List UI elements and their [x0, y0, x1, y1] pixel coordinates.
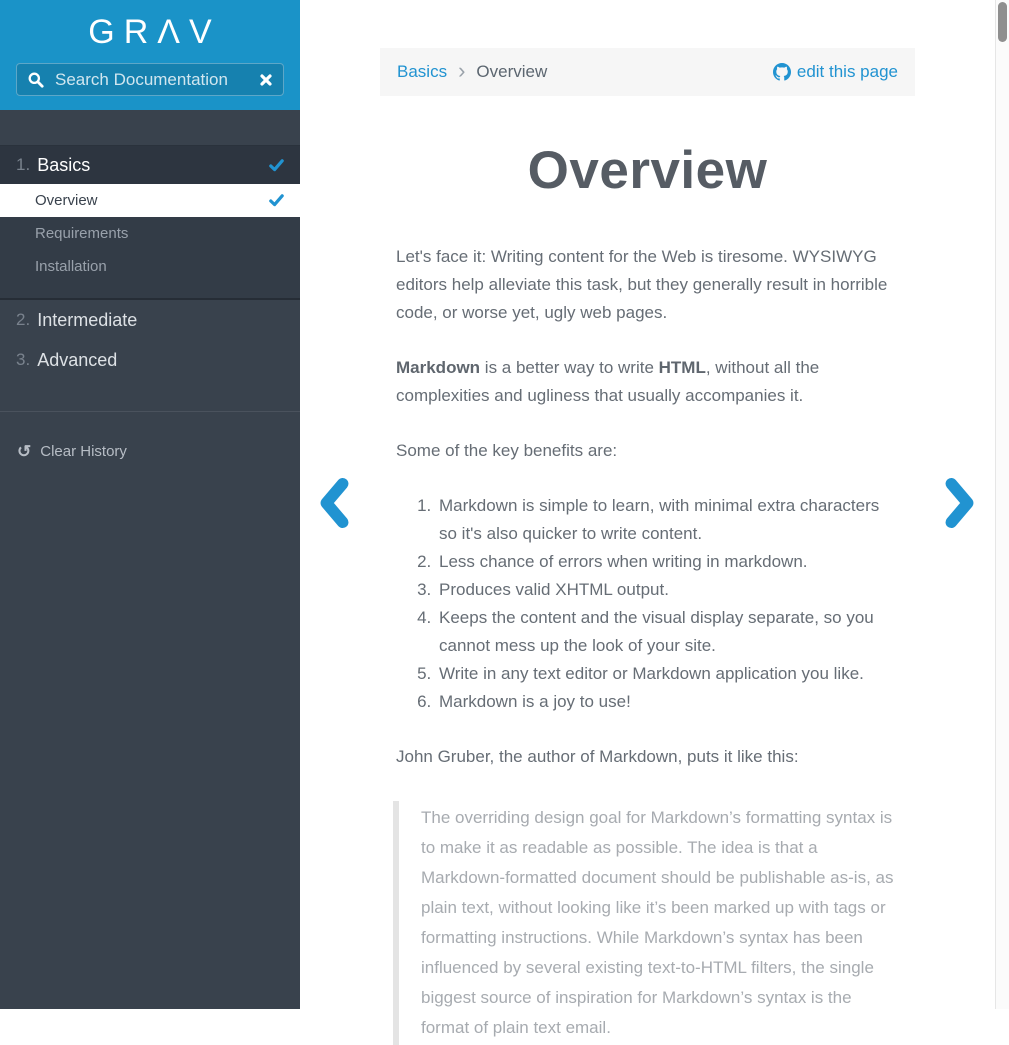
chevron-left-icon — [317, 516, 351, 533]
sidebar-item-intermediate[interactable] — [0, 300, 300, 340]
clear-history-label: Clear History — [40, 442, 127, 460]
grav-logo: GRΛV — [88, 13, 221, 51]
sidebar-item-basics[interactable] — [0, 146, 300, 184]
breadcrumb-link-basics[interactable]: Basics — [397, 62, 448, 81]
nav-spacer — [0, 110, 300, 145]
bold-html: HTML — [658, 358, 706, 377]
github-icon — [773, 63, 791, 81]
paragraph-text: , without all the complexities and ugliness that usually accompanies it. — [396, 358, 820, 405]
check-icon — [269, 194, 284, 207]
page-label: Requirements — [35, 225, 129, 242]
prev-page-button[interactable] — [317, 477, 351, 529]
paragraph-gruber: John Gruber, the author of Markdown, puts it like this: — [396, 747, 799, 766]
chapter-number: 2. — [16, 310, 31, 329]
scrollbar[interactable] — [995, 0, 1009, 1009]
list-item: 3. Produces valid XHTML output. — [436, 576, 899, 604]
next-page-button[interactable] — [943, 477, 977, 529]
list-item: 4. Keeps the content and the visual display separate, so you cannot mess up the look of your site. — [436, 604, 899, 660]
article — [380, 140, 915, 1045]
edit-this-page-label: edit this page — [796, 62, 898, 81]
check-icon — [269, 159, 284, 172]
page-label: Overview — [35, 192, 98, 209]
sidebar-nav — [0, 110, 300, 471]
sidebar-item-advanced[interactable] — [0, 340, 300, 380]
main-content — [300, 0, 995, 1037]
paragraph-markdown — [396, 354, 899, 410]
chapter-number: 3. — [16, 350, 31, 369]
paragraph-intro: Let's face it: Writing content for the Web is tiresome. WYSIWYG editors help alleviate this task, but they generally result in horrible code, or worse yet, ugly web pages. — [396, 247, 888, 322]
edit-this-page-link[interactable] — [773, 62, 898, 82]
breadcrumb — [380, 48, 915, 96]
chevron-right-icon — [943, 516, 977, 533]
chapter-label: Advanced — [37, 349, 118, 370]
chapter-number: 1. — [16, 155, 31, 174]
markdown-quote: The overriding design goal for Markdown’s formatting syntax is to make it as readable as possible. The idea is that a Markdown-formatted document should be publishable as-is, as plain text, without looking like it’s been marked up with tags or formatting instructions. While Markdown’s syntax has been influenced by several existing text-to-HTML filters, the single biggest source of inspiration for Markdown’s syntax is the format of plain text email. — [393, 801, 899, 1045]
search-icon — [28, 72, 44, 88]
list-item: 1. Markdown is simple to learn, with minimal extra characters so it's also quicker to write content. — [436, 492, 899, 548]
sidebar-item-requirements[interactable] — [0, 217, 300, 250]
breadcrumb-trail — [397, 60, 547, 84]
clear-history-button[interactable] — [0, 431, 300, 471]
history-icon: ↺ — [17, 441, 32, 461]
paragraph-benefits-lead: Some of the key benefits are: — [396, 441, 618, 460]
sidebar-header — [0, 0, 300, 110]
sidebar — [0, 0, 300, 1009]
content-column — [380, 0, 915, 1045]
page-title: Overview — [527, 141, 768, 200]
sidebar-item-overview[interactable] — [0, 184, 300, 217]
list-item: 2. Less chance of errors when writing in markdown. — [436, 548, 899, 576]
page-label: Installation — [35, 258, 107, 275]
search-input[interactable] — [53, 69, 254, 91]
paragraph-text: is a better way to write — [480, 358, 659, 377]
chapter-basics-block — [0, 145, 300, 300]
list-item: 6. Markdown is a joy to use! — [436, 688, 899, 716]
benefits-list — [396, 492, 899, 716]
search-box[interactable] — [16, 63, 284, 96]
list-item: 5. Write in any text editor or Markdown application you like. — [436, 660, 899, 688]
chapter-label: Intermediate — [37, 309, 138, 330]
sidebar-divider — [0, 411, 300, 412]
breadcrumb-separator-icon: › — [458, 58, 466, 83]
chapter-label: Basics — [37, 154, 91, 175]
bold-markdown: Markdown — [396, 358, 481, 377]
scrollbar-thumb[interactable] — [998, 2, 1007, 42]
breadcrumb-current: Overview — [476, 62, 548, 81]
sidebar-item-installation[interactable] — [0, 250, 300, 283]
search-clear-icon[interactable] — [260, 74, 272, 86]
